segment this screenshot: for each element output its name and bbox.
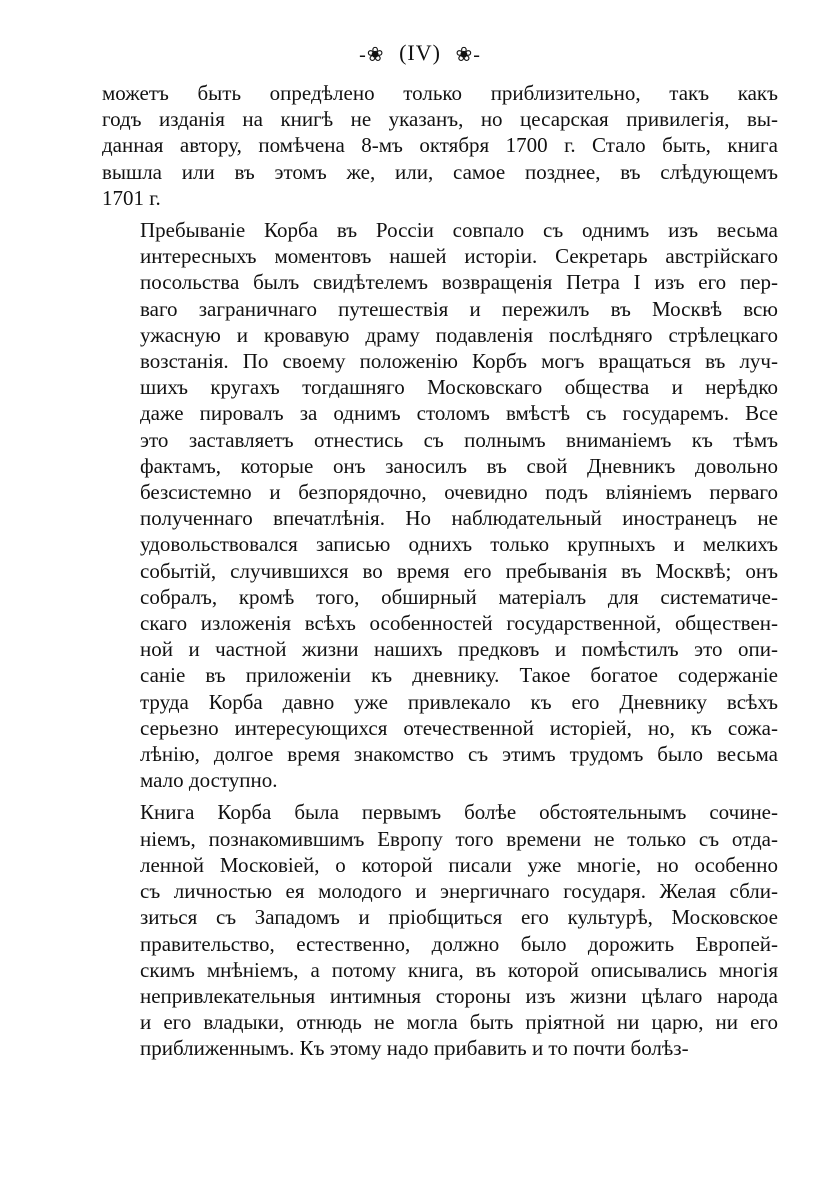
text-line: удовольствовался записью однихъ только крупныхъ и мелкихъ	[140, 532, 778, 557]
text-line: Книга Корба была первымъ болѣе обстоятельнымъ сочине-	[140, 800, 778, 825]
paragraph	[102, 217, 778, 793]
text-line: можетъ быть опредѣлено только приблизительно, такъ какъ	[102, 81, 778, 105]
text-line: лѣнію, долгое время знакомство съ этимъ трудомъ было весьма	[140, 742, 778, 767]
text-line: ной и частной жизни нашихъ предковъ и помѣстилъ это опи-	[140, 637, 778, 662]
text-line: посольства былъ свидѣтелемъ возвращенія Петра I изъ его пер-	[140, 270, 778, 295]
text-line: безсистемно и безпорядочно, очевидно подъ вліяніемъ перваго	[140, 480, 778, 505]
text-line: полученнаго впечатлѣнія. Но наблюдательный иностранецъ не	[140, 506, 778, 531]
body-text	[102, 80, 778, 1068]
text-line: фактамъ, которые онъ заносилъ въ свой Дневникъ довольно	[140, 453, 778, 478]
text-line: шихъ кругахъ тогдашняго Московскаго общества и нерѣдко	[140, 375, 778, 400]
right-ornament-icon: ❀-	[455, 43, 481, 66]
text-line: годъ изданія на книгѣ не указанъ, но цесарская привилегія, вы-	[102, 107, 778, 132]
text-line: ленной Московіей, о которой писали уже многіе, но особенно	[140, 852, 778, 877]
text-line: правительство, естественно, должно было дорожить Европей-	[140, 931, 778, 956]
page-header	[0, 40, 840, 68]
text-line: даже пировалъ за однимъ столомъ вмѣстѣ съ государемъ. Все	[140, 401, 778, 426]
text-line: труда Корба давно уже привлекало къ его Дневнику всѣхъ	[140, 689, 778, 714]
text-line: мало доступно.	[140, 768, 278, 793]
text-line: непривлекательныя интимныя стороны изъ жизни цѣлаго народа	[140, 983, 778, 1008]
text-line: ваго заграничнаго путешествія и пережилъ въ Москвѣ всю	[140, 296, 778, 321]
text-line: саніе въ приложеніи къ дневнику. Такое богатое содержаніе	[140, 663, 778, 688]
text-line: ніемъ, познакомившимъ Европу того времени не только съ отда-	[140, 826, 778, 851]
left-ornament-icon: -❀	[359, 43, 385, 66]
text-line: съ личностью ея молодого и энергичнаго государя. Желая сбли-	[140, 879, 778, 904]
text-line: приближеннымъ. Къ этому надо прибавить и то почти болѣз-	[140, 1036, 689, 1061]
text-line: скимъ мнѣніемъ, а потому книга, въ которой описывались многія	[140, 957, 778, 982]
text-line: зиться съ Западомъ и пріобщиться его культурѣ, Московское	[140, 905, 778, 930]
text-line: скаго изложенія всѣхъ особенностей государственной, обществен-	[140, 611, 778, 636]
page-number: (IV)	[399, 40, 441, 65]
text-line: 1701 г.	[102, 185, 161, 210]
text-line: и его владыки, отнюдь не могла быть пріятной ни царю, ни его	[140, 1010, 778, 1035]
paragraph	[102, 799, 778, 1061]
text-line: Пребываніе Корба въ Россіи совпало съ однимъ изъ весьма	[140, 218, 778, 243]
text-line: возстанія. По своему положенію Корбъ могъ вращаться въ луч-	[140, 349, 778, 374]
text-line: ужасную и кровавую драму подавленія послѣдняго стрѣлецкаго	[140, 322, 778, 347]
text-line: это заставляетъ отнестись съ полнымъ вниманіемъ къ тѣмъ	[140, 427, 778, 452]
paragraph	[102, 80, 778, 211]
text-line: серьезно интересующихся отечественной исторіей, но, къ сожа-	[140, 715, 778, 740]
text-line: вышла или въ этомъ же, или, самое позднее, въ слѣдующемъ	[102, 159, 778, 184]
text-line: собралъ, кромѣ того, обширный матеріалъ для систематиче-	[140, 584, 778, 609]
text-line: событій, случившихся во время его пребыванія въ Москвѣ; онъ	[140, 558, 778, 583]
text-line: данная автору, помѣчена 8-мъ октября 1700 г. Стало быть, книга	[102, 133, 778, 158]
text-line: интересныхъ моментовъ нашей исторіи. Секретарь австрійскаго	[140, 244, 778, 269]
